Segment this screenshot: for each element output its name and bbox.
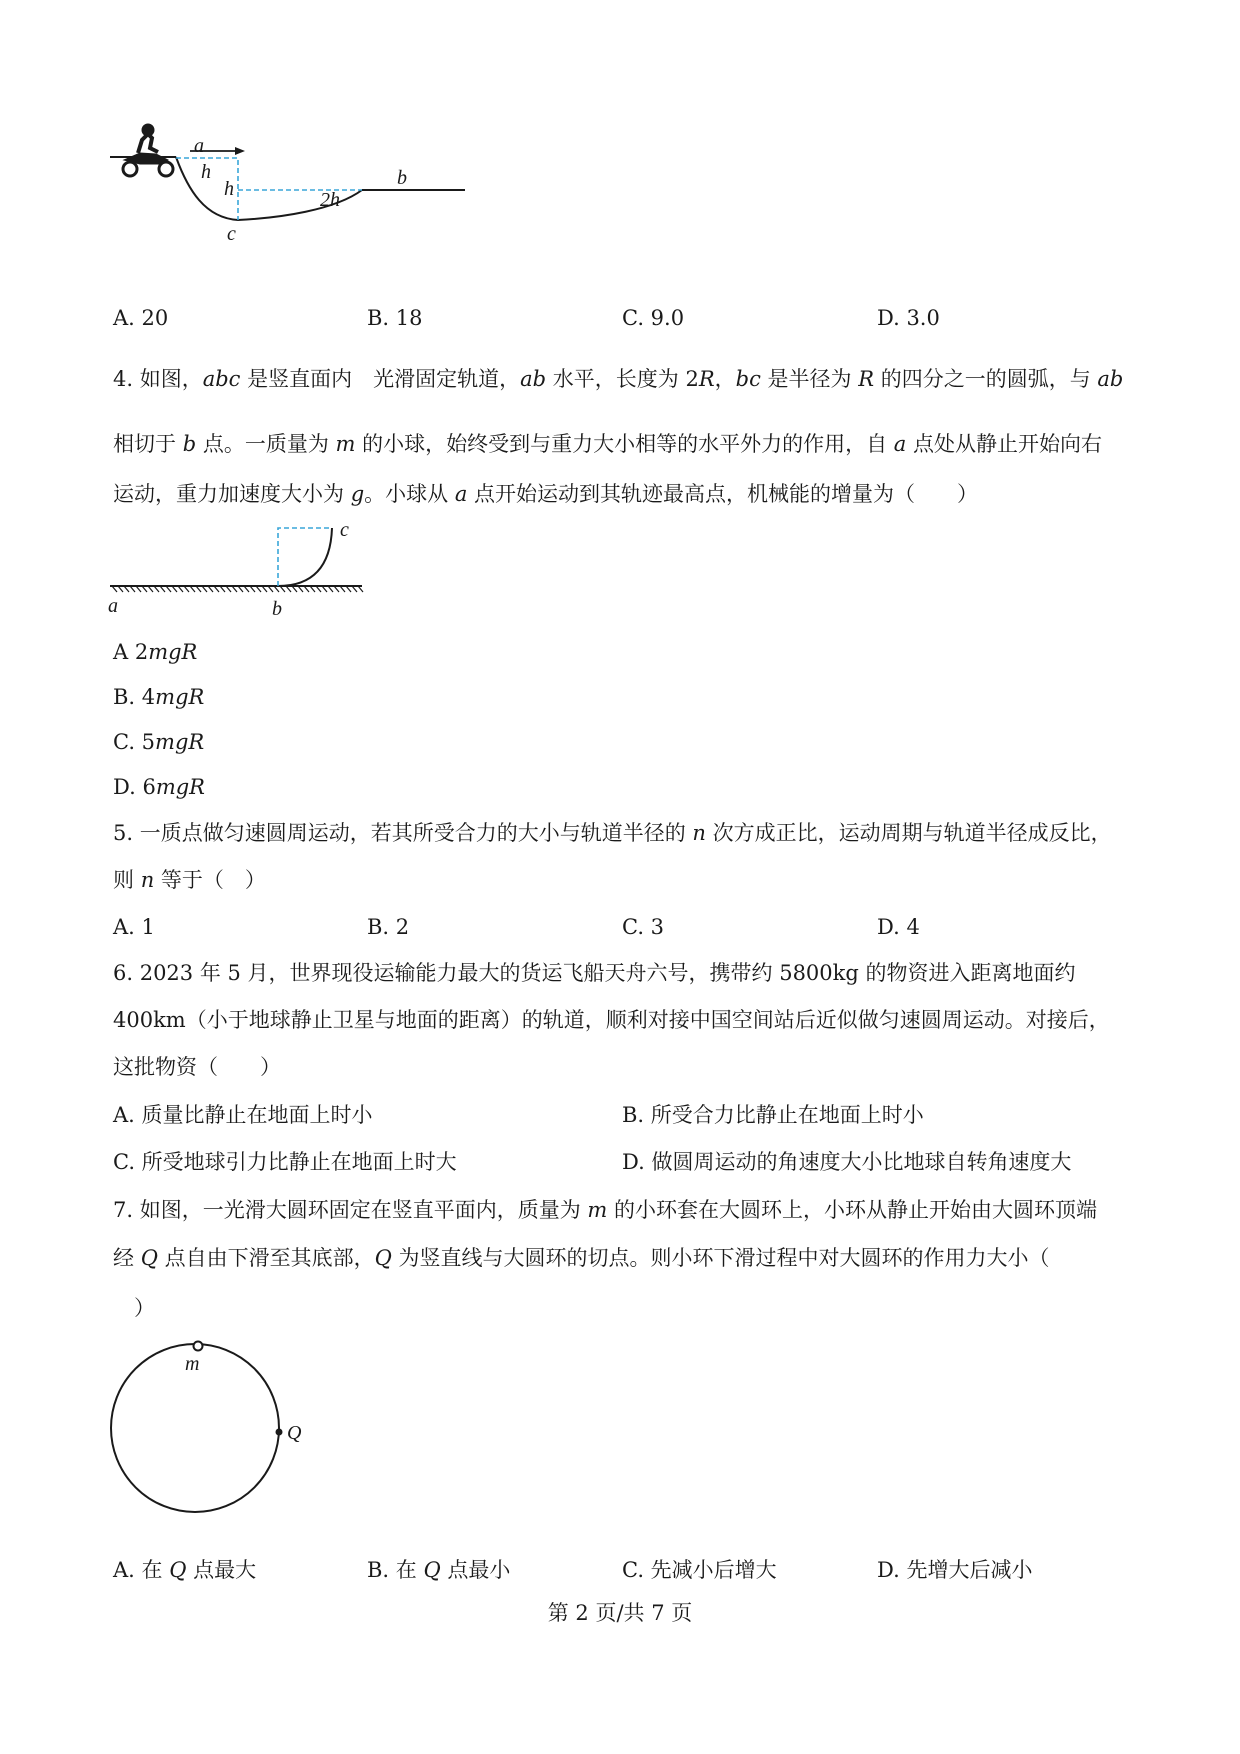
small-ring (194, 1342, 203, 1351)
q3-option-c: C. 9.0 (622, 306, 685, 330)
q5-option-b: B. 2 (367, 915, 410, 939)
q3-label-h1: h (201, 161, 211, 183)
q6-line-2: 400km（小于地球静止卫星与地面的距离）的轨道，顺利对接中国空间站后近似做匀速圆周运动。对接后， (113, 1008, 1110, 1032)
q4-label-b: b (272, 598, 282, 620)
q5-option-d: D. 4 (877, 915, 920, 939)
q4-option-a: A 2mgR (113, 640, 198, 664)
q6-option-c: C. 所受地球引力比静止在地面上时大 (113, 1150, 457, 1174)
point-q (276, 1429, 283, 1436)
q7-line-3: ） (113, 1296, 155, 1320)
q7-line-2: 经 Q 点自由下滑至其底部，Q 为竖直线与大圆环的切点。则小环下滑过程中对大圆环的作用力大小（ (113, 1246, 1050, 1270)
q4-label-a: a (108, 595, 118, 617)
page-footer: 第 2 页/共 7 页 (547, 1601, 693, 1625)
q5-option-a: A. 1 (113, 915, 155, 939)
q4-option-d: D. 6mgR (113, 775, 205, 799)
q4-option-c: C. 5mgR (113, 730, 205, 754)
q7-option-c: C. 先减小后增大 (622, 1558, 777, 1582)
q4-label-c: c (340, 519, 349, 541)
q4-line-3: 运动，重力加速度大小为 g。小球从 a 点开始运动到其轨迹最高点，机械能的增量为（ ） (113, 482, 979, 506)
q3-option-d: D. 3.0 (877, 306, 940, 330)
motorcycle-icon (123, 124, 173, 176)
q6-option-a: A. 质量比静止在地面上时小 (113, 1103, 373, 1127)
q3-label-2h: 2h (320, 189, 340, 211)
q3-label-h2: h (224, 178, 234, 200)
q7-label-q: Q (287, 1422, 302, 1444)
q7-option-d: D. 先增大后减小 (877, 1558, 1033, 1582)
q6-option-b: B. 所受合力比静止在地面上时小 (622, 1103, 924, 1127)
q7-figure (110, 1338, 310, 1518)
q7-option-b: B. 在 Q 点最小 (367, 1558, 511, 1582)
q5-line-1: 5. 一质点做匀速圆周运动，若其所受合力的大小与轨道半径的 n 次方成正比，运动周期与轨道半径成反比， (113, 821, 1112, 845)
q3-label-a: a (194, 135, 204, 157)
q4-figure (110, 520, 370, 620)
q3-label-c: c (227, 223, 236, 245)
q6-option-d: D. 做圆周运动的角速度大小比地球自转角速度大 (622, 1150, 1072, 1174)
q4-line-2: 相切于 b 点。一质量为 m 的小球，始终受到与重力大小相等的水平外力的作用，自 a 点处从静止开始向右 (113, 432, 1102, 456)
q3-label-b: b (397, 167, 407, 189)
q3-figure (110, 120, 480, 270)
q7-line-1: 7. 如图，一光滑大圆环固定在竖直平面内，质量为 m 的小环套在大圆环上，小环从静止开始由大圆环顶端 (113, 1198, 1097, 1222)
q4-line-1: 4. 如图，abc 是竖直面内 光滑固定轨道，ab 水平，长度为 2R，bc 是半径为 R 的四分之一的圆弧，与 ab (113, 367, 1124, 391)
q3-option-b: B. 18 (367, 306, 423, 330)
q6-line-1: 6. 2023 年 5 月，世界现役运输能力最大的货运飞船天舟六号，携带约 5800kg 的物资进入距离地面约 (113, 961, 1076, 985)
q3-option-a: A. 20 (113, 306, 169, 330)
q7-option-a: A. 在 Q 点最大 (113, 1558, 257, 1582)
q7-label-m: m (185, 1353, 200, 1375)
q4-arc (278, 528, 332, 586)
q6-line-3: 这批物资（ ） (113, 1055, 281, 1079)
q5-option-c: C. 3 (622, 915, 665, 939)
q5-line-2: 则 n 等于（ ） (113, 868, 266, 892)
q4-option-b: B. 4mgR (113, 685, 205, 709)
